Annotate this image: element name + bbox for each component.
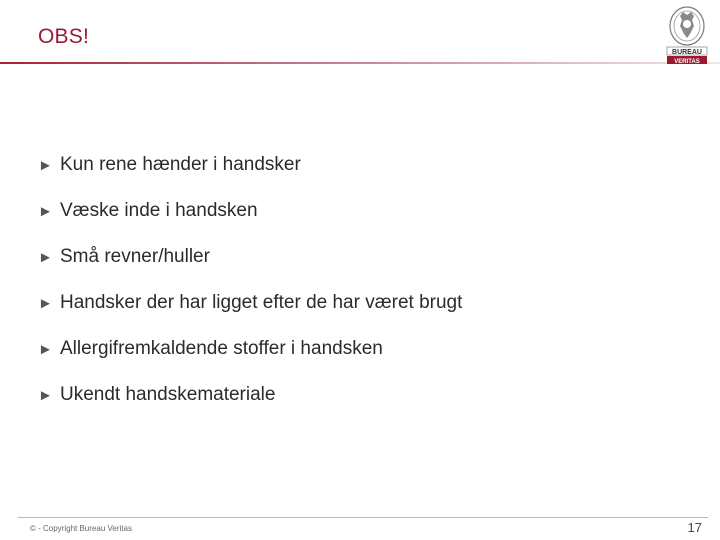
bullet-item xyxy=(38,188,462,234)
bullet-item xyxy=(38,372,462,418)
bullet-item xyxy=(38,326,462,372)
triangle-bullet-icon: ► xyxy=(38,386,53,404)
bullet-item xyxy=(38,280,462,326)
bureau-veritas-logo xyxy=(663,4,711,66)
triangle-bullet-icon: ► xyxy=(38,340,53,358)
bullet-text: Kun rene hænder i handsker xyxy=(60,154,301,175)
bullet-text: Handsker der har ligget efter de har været brugt xyxy=(60,292,463,313)
title-underline xyxy=(0,62,720,64)
triangle-bullet-icon: ► xyxy=(38,202,53,220)
bullet-text: Små revner/huller xyxy=(60,246,210,267)
bullet-text: Allergifremkaldende stoffer i handsken xyxy=(60,338,383,359)
triangle-bullet-icon: ► xyxy=(38,156,53,174)
bullet-list xyxy=(38,142,462,418)
svg-text:VERITAS: VERITAS xyxy=(674,59,700,65)
slide-title: OBS! xyxy=(38,25,89,48)
bullet-item xyxy=(38,234,462,280)
triangle-bullet-icon: ► xyxy=(38,294,53,312)
bullet-text: Væske inde i handsken xyxy=(60,200,258,221)
footer-divider xyxy=(18,517,708,518)
svg-text:BUREAU: BUREAU xyxy=(672,49,702,56)
triangle-bullet-icon: ► xyxy=(38,248,53,266)
bullet-item xyxy=(38,142,462,188)
copyright-text: © - Copyright Bureau Veritas xyxy=(30,524,132,533)
bullet-text: Ukendt handskemateriale xyxy=(60,384,276,405)
page-number: 17 xyxy=(687,520,702,535)
